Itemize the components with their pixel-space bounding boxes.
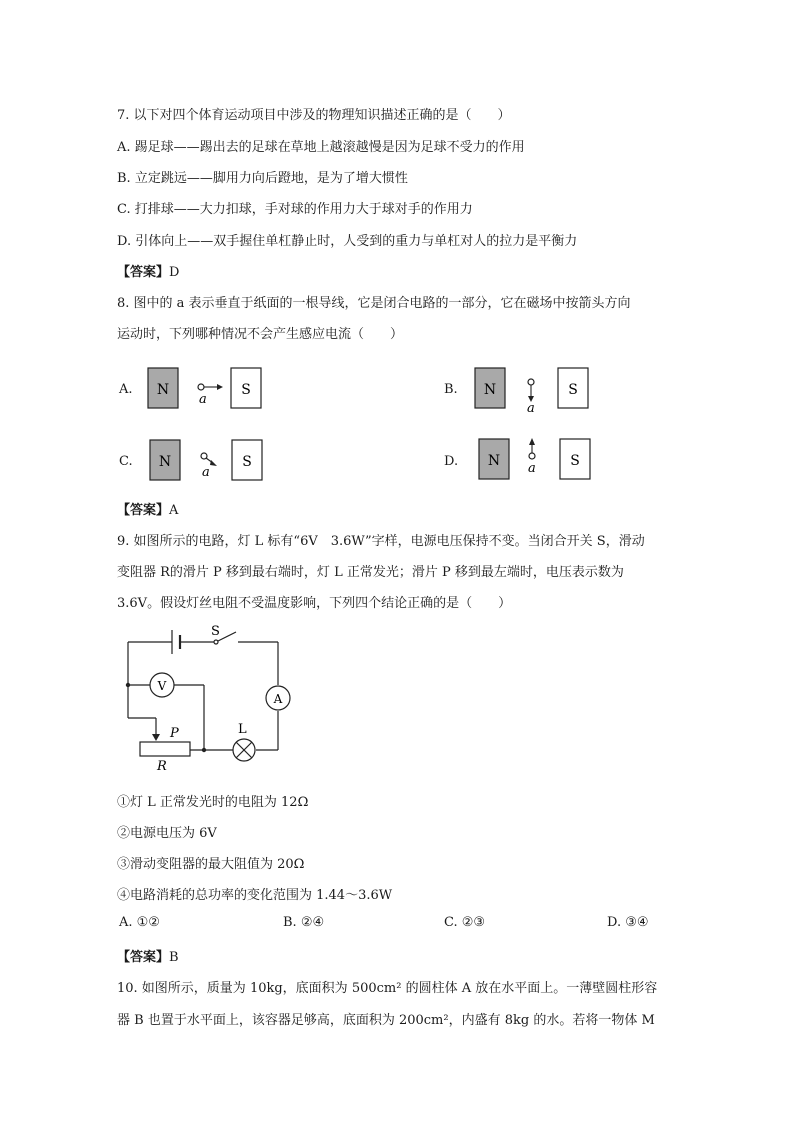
north-label: N [158,454,172,470]
q9-stem-line3: 3.6V。假设灯丝电阻不受温度影响，下列四个结论正确的是（ ） [117,596,512,611]
q8-figure-d [476,435,596,485]
q7-option-c: C. 打排球——大力扣球，手对球的作用力大于球对手的作用力 [117,202,473,217]
slider-arrow [152,734,160,741]
arrow-head [210,460,217,466]
q7-option-b: B. 立定跳远——脚用力向后蹬地，是为了增大惯性 [117,171,408,186]
voltmeter-label: V [157,679,167,693]
south-label: S [242,454,252,470]
arrow-head [217,384,223,390]
q8-stem-line2: 运动时，下列哪种情况不会产生感应电流（ ） [117,327,404,342]
q9-statement-4: ④电路消耗的总功率的变化范围为 1.44～3.6W [117,888,393,903]
q9-option-b: B. ②④ [283,915,325,930]
ammeter-label: A [273,692,283,706]
wire-label: a [199,392,207,407]
q8-figure-c [147,438,267,484]
south-label: S [241,382,251,398]
q9-option-c: C. ②③ [444,915,486,930]
answer-value: A [169,503,179,518]
q8-figure-b [472,354,592,416]
arrow-head [529,438,535,445]
switch-label: S [211,624,220,639]
south-label: S [568,382,578,398]
north-label: N [487,453,501,469]
switch-contact [214,640,218,644]
q8-answer [117,499,178,518]
switch-blade [218,632,236,641]
q8-fig-b-label: B. [444,382,458,397]
q9-circuit-diagram [110,622,310,774]
rheostat-label: R [157,759,167,774]
q9-option-a: A. ①② [119,915,160,930]
answer-label: 【答案】 [117,265,170,280]
q7-answer [117,261,179,280]
junction-dot [126,683,130,687]
q9-option-d: D. ③④ [607,915,649,930]
q8-fig-c-label: C. [119,454,133,469]
q9-stem-line1: 9. 如图所示的电路，灯 L 标有“6V 3.6W”字样，电源电压保持不变。当闭合开关 S，滑动 [117,534,645,549]
q8-fig-d-label: D. [444,454,459,469]
q9-stem-line2: 变阻器 R的滑片 P 移到最右端时，灯 L 正常发光；滑片 P 移到最左端时，电压表示数为 [117,565,624,580]
q9-answer [117,946,179,965]
q9-statement-1: ①灯 L 正常发光时的电阻为 12Ω [117,795,309,810]
q7-option-a: A. 踢足球——踢出去的足球在草地上越滚越慢是因为足球不受力的作用 [117,140,525,155]
q8-fig-a-label: A. [119,382,133,397]
wire-a [529,453,535,459]
q9-statement-3: ③滑动变阻器的最大阻值为 20Ω [117,857,305,872]
lamp-label: L [238,722,247,737]
q10-line2: 器 B 也置于水平面上，该容器足够高，底面积为 200cm²，内盛有 8kg 的水。若将一物体 M [117,1013,655,1028]
answer-value: D [169,265,180,280]
rheostat [140,742,190,756]
answer-label: 【答案】 [117,503,170,518]
wire-label: a [527,401,535,416]
south-label: S [570,453,580,469]
junction-dot [202,748,206,752]
north-label: N [483,382,497,398]
wire-label: a [202,465,210,480]
q8-figure-a [145,366,265,412]
wire-a [198,384,204,390]
q8-stem-line1: 8. 图中的 a 表示垂直于纸面的一根导线，它是闭合电路的一部分，它在磁场中按箭头方向 [117,296,631,311]
slider-label: P [170,726,179,741]
answer-label: 【答案】 [117,950,170,965]
q10-line1: 10. 如图所示，质量为 10kg，底面积为 500cm² 的圆柱体 A 放在水平面上。一薄壁圆柱形容 [117,981,658,996]
wire-label: a [528,461,536,476]
north-label: N [156,382,170,398]
answer-value: B [169,950,179,965]
q7-option-d: D. 引体向上——双手握住单杠静止时，人受到的重力与单杠对人的拉力是平衡力 [117,234,578,249]
wire-a [528,379,534,385]
q9-statement-2: ②电源电压为 6V [117,826,217,841]
q7-stem: 7. 以下对四个体育运动项目中涉及的物理知识描述正确的是（ ） [117,108,511,123]
